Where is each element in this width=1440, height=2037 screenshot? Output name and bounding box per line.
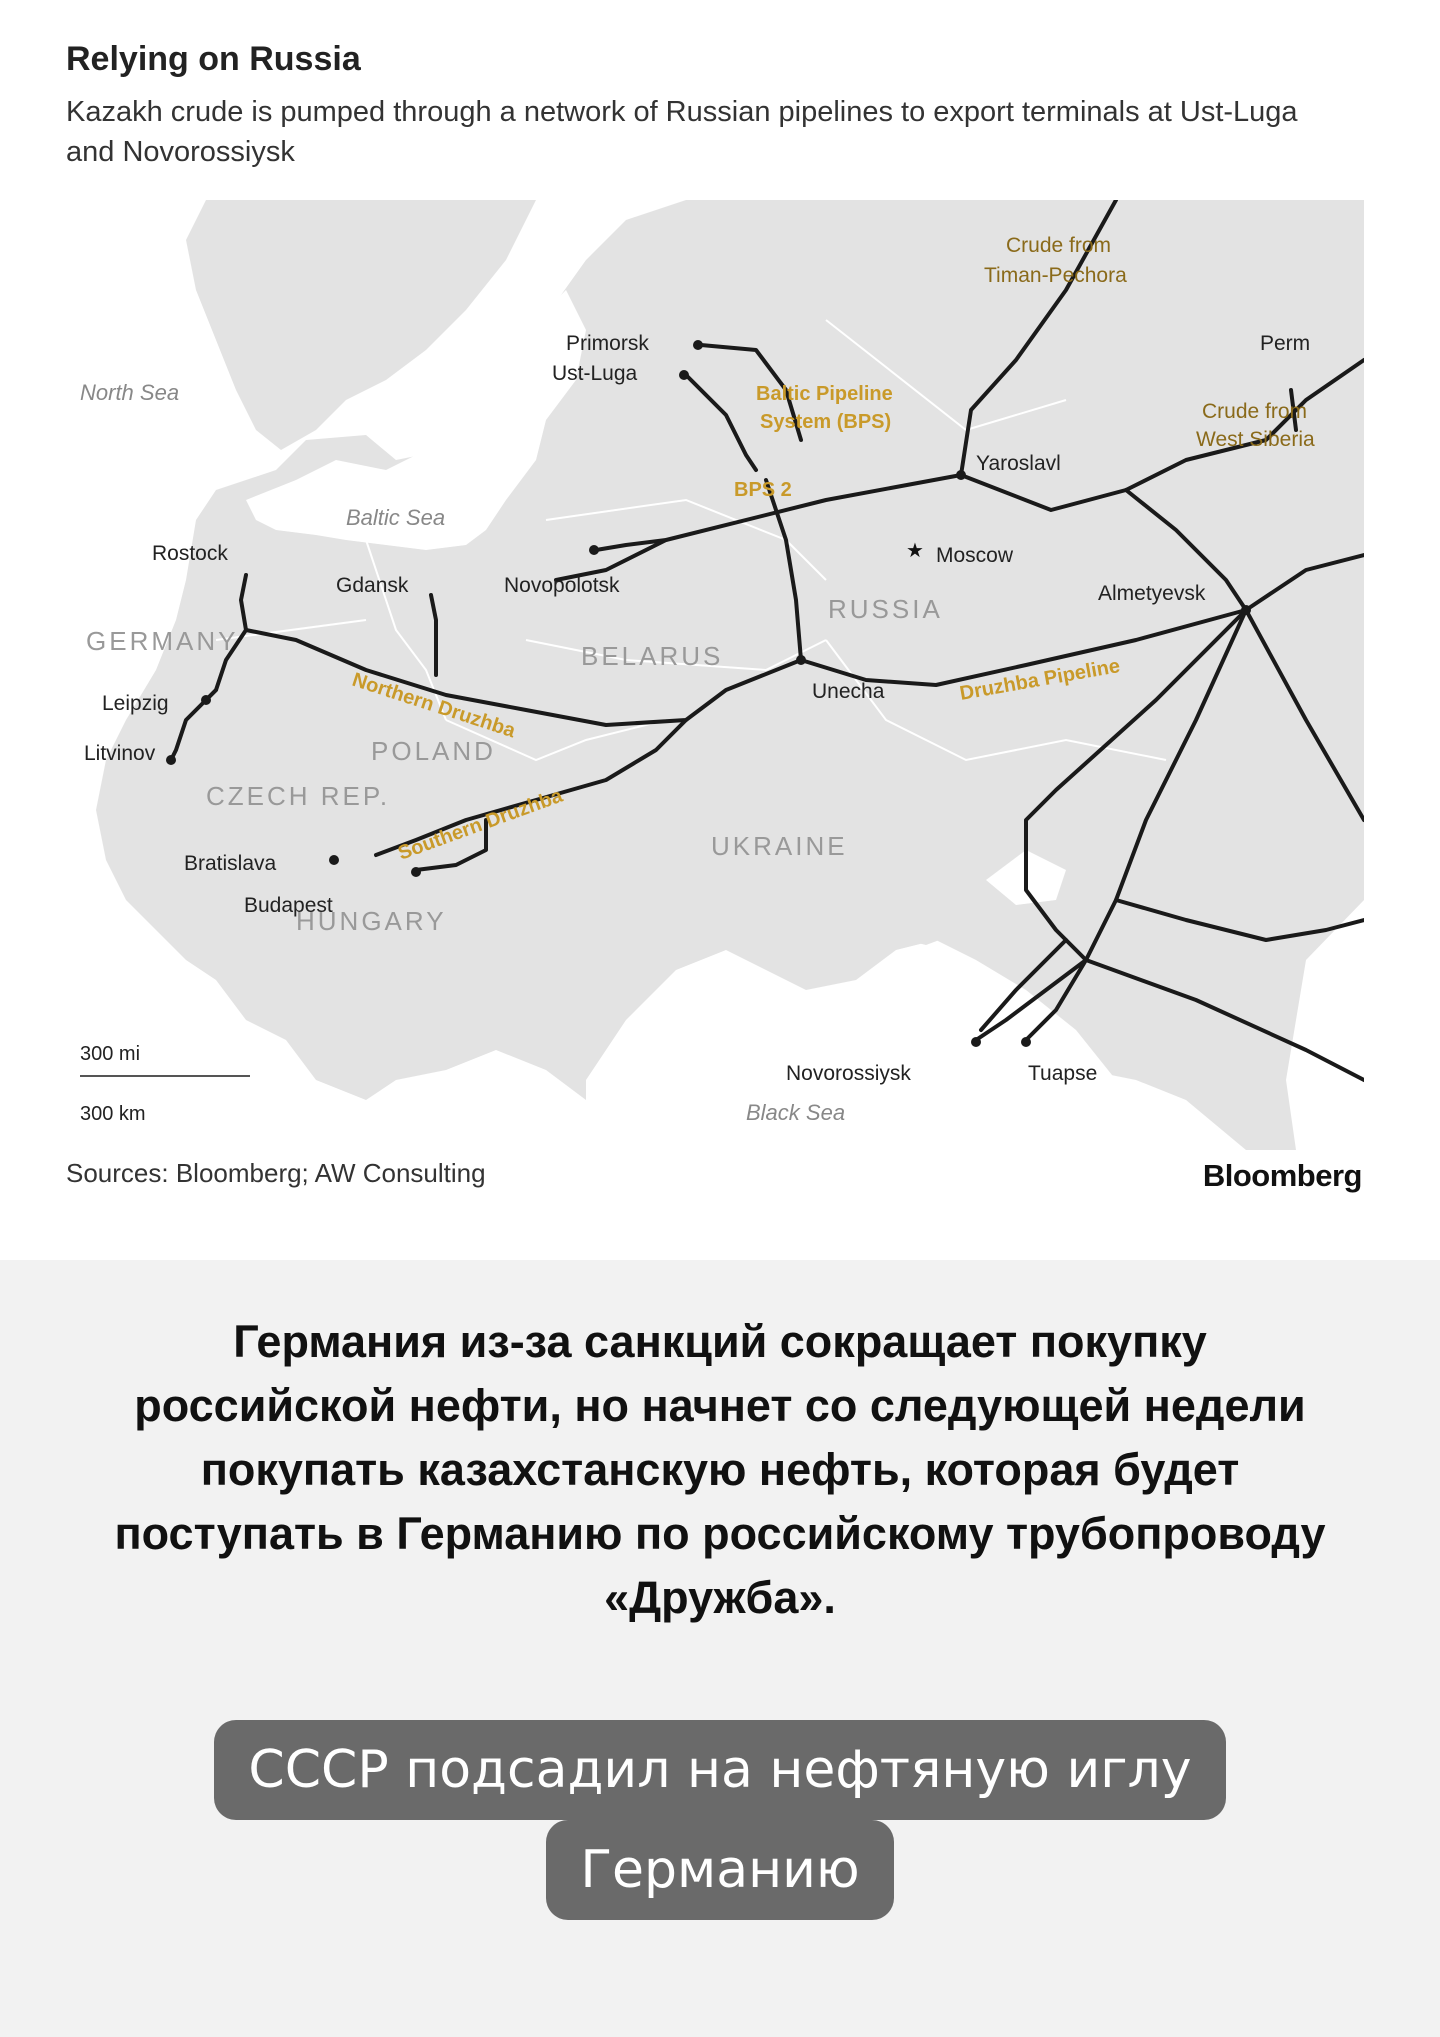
label-hungary: HUNGARY bbox=[296, 906, 447, 936]
label-druzhba-pipeline: Druzhba Pipeline bbox=[958, 655, 1122, 705]
dot-bratislava bbox=[329, 855, 339, 865]
label-black-sea: Black Sea bbox=[746, 1100, 846, 1125]
label-north-sea: North Sea bbox=[80, 380, 180, 405]
dot-leipzig bbox=[201, 695, 211, 705]
label-rostock: Rostock bbox=[152, 542, 228, 565]
overlay-line-2: Германию bbox=[546, 1820, 893, 1920]
overlay-line-1: СССР подсадил на нефтяную иглу bbox=[214, 1720, 1225, 1820]
dot-almetyevsk bbox=[1241, 605, 1251, 615]
label-timan-2: Timan-Pechora bbox=[984, 264, 1127, 287]
bloomberg-logo: Bloomberg bbox=[1202, 1158, 1362, 1193]
label-belarus: BELARUS bbox=[581, 641, 724, 671]
story-overlay-text bbox=[0, 1720, 1440, 1920]
label-moscow: Moscow bbox=[936, 544, 1014, 567]
scale-mi: 300 mi bbox=[80, 1043, 141, 1065]
label-tuapse: Tuapse bbox=[1028, 1062, 1098, 1085]
map-title: Relying on Russia bbox=[66, 40, 361, 78]
label-germany: GERMANY bbox=[86, 626, 239, 656]
label-novopolotsk: Novopolotsk bbox=[504, 574, 620, 597]
news-caption: Германия из-за санкций сокращает покупку российской нефти, но начнет со следующей недели покупать казахстанскую нефть, которая будет поступать в Германию по российскому трубопроводу «Дружба». bbox=[114, 1316, 1326, 1623]
label-czech: CZECH REP. bbox=[206, 781, 391, 811]
map-subtitle: Kazakh crude is pumped through a network of Russian pipelines to export terminals at Ust-Luga and Novorossiysk bbox=[66, 96, 1298, 168]
dot-ust-luga bbox=[679, 370, 689, 380]
label-litvinov: Litvinov bbox=[84, 742, 156, 765]
sources-note: Sources: Bloomberg; AW Consulting bbox=[66, 1158, 486, 1188]
dot-budapest bbox=[411, 867, 421, 877]
scale-km: 300 km bbox=[80, 1103, 146, 1125]
dot-litvinov bbox=[166, 755, 176, 765]
label-wsib-1: Crude from bbox=[1202, 400, 1308, 423]
label-russia: RUSSIA bbox=[828, 594, 943, 624]
label-bps-2: System (BPS) bbox=[760, 411, 892, 433]
label-unecha: Unecha bbox=[812, 680, 885, 703]
label-ust-luga: Ust-Luga bbox=[552, 362, 638, 385]
label-gdansk: Gdansk bbox=[336, 574, 409, 597]
dot-primorsk bbox=[693, 340, 703, 350]
label-poland: POLAND bbox=[371, 736, 496, 766]
label-budapest: Budapest bbox=[244, 894, 333, 917]
label-perm: Perm bbox=[1260, 332, 1311, 355]
dot-unecha bbox=[796, 655, 806, 665]
label-almetyevsk: Almetyevsk bbox=[1098, 582, 1206, 605]
label-bratislava: Bratislava bbox=[184, 852, 277, 875]
label-yaroslavl: Yaroslavl bbox=[976, 452, 1061, 475]
label-novorossiysk: Novorossiysk bbox=[786, 1062, 911, 1085]
label-timan-1: Crude from bbox=[1006, 234, 1112, 257]
label-ukraine: UKRAINE bbox=[711, 831, 848, 861]
dot-novorossiysk bbox=[971, 1037, 981, 1047]
label-wsib-2: West Siberia bbox=[1196, 428, 1315, 451]
pipeline-map bbox=[66, 200, 1364, 1150]
map-svg bbox=[66, 200, 1364, 1150]
dot-yaroslavl bbox=[956, 470, 966, 480]
label-northern-druzhba: Northern Druzhba bbox=[349, 668, 518, 743]
dot-tuapse bbox=[1021, 1037, 1031, 1047]
label-southern-druzhba: Southern Druzhba bbox=[395, 784, 566, 865]
label-bps2: BPS 2 bbox=[734, 479, 792, 501]
dot-novopolotsk bbox=[589, 545, 599, 555]
label-primorsk: Primorsk bbox=[566, 332, 649, 355]
label-bps-1: Baltic Pipeline bbox=[756, 383, 893, 405]
label-leipzig: Leipzig bbox=[102, 692, 169, 715]
label-baltic-sea: Baltic Sea bbox=[346, 505, 446, 530]
moscow-star: ★ bbox=[906, 540, 924, 562]
